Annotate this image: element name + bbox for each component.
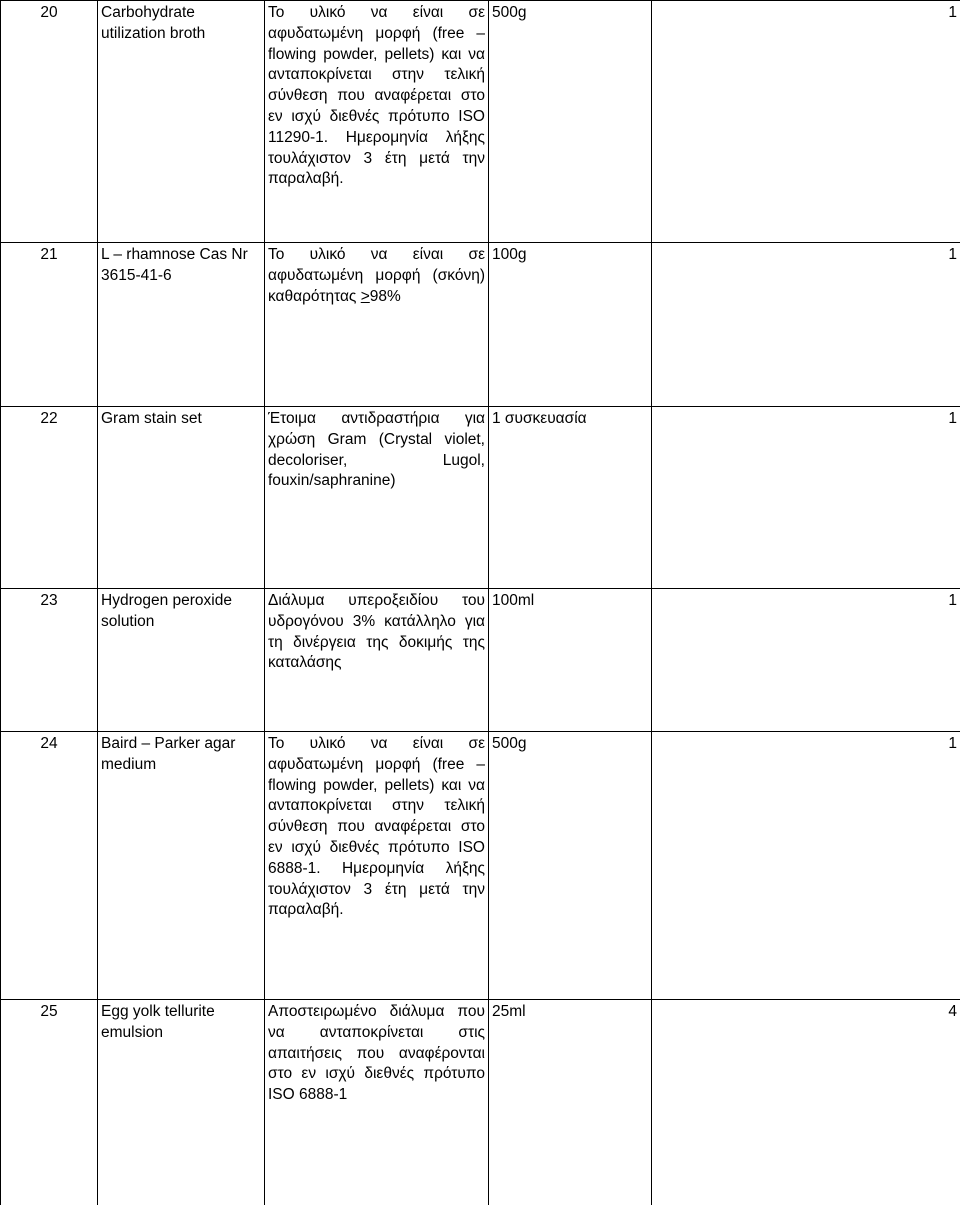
item-package-size: 100ml [489,589,652,732]
item-quantity: 4 [652,1000,960,1205]
item-specification: Διάλυμα υπεροξειδίου του υδρογόνου 3% κατάλληλο για τη δινέργεια της δοκιμής της καταλάσης [265,589,489,732]
item-package-size: 25ml [489,1000,652,1205]
table-row [1,243,960,407]
row-number: 20 [1,1,98,243]
item-specification: Έτοιμα αντιδραστήρια για χρώση Gram (Crystal violet, decoloriser, Lugol, fouxin/saphranine) [265,407,489,589]
spec-sign: > [360,287,370,305]
item-name: L – rhamnose Cas Nr 3615-41-6 [98,243,265,407]
item-specification: Αποστειρωμένο διάλυμα που να ανταποκρίνεται στις απαιτήσεις που αναφέρονται στο εν ισχύ διεθνές πρότυπο ISO 6888-1 [265,1000,489,1205]
table-row [1,589,960,732]
row-number: 23 [1,589,98,732]
item-quantity: 1 [652,407,960,589]
row-number: 25 [1,1000,98,1205]
row-number: 24 [1,732,98,1000]
item-package-size: 1 συσκευασία [489,407,652,589]
item-specification: Το υλικό να είναι σε αφυδατωμένη μορφή (free – flowing powder, pellets) και να ανταποκρίνεται στην τελική σύνθεση που αναφέρεται στο εν ισχύ διεθνές πρότυπο ISO 6888-1. Ημερομηνία λήξης τουλάχιστον 3 έτη μετά την παραλαβή. [265,732,489,1000]
item-name: Hydrogen peroxide solution [98,589,265,732]
item-specification: Το υλικό να είναι σε αφυδατωμένη μορφή (free – flowing powder, pellets) και να ανταποκρίνεται στην τελική σύνθεση που αναφέρεται στο εν ισχύ διεθνές πρότυπο ISO 11290-1. Ημερομηνία λήξης τουλάχιστον 3 έτη μετά την παραλαβή. [265,1,489,243]
item-quantity: 1 [652,1,960,243]
item-quantity: 1 [652,243,960,407]
item-name: Baird – Parker agar medium [98,732,265,1000]
table-row [1,1,960,243]
item-name: Carbohydrate utilization broth [98,1,265,243]
item-specification [265,243,489,407]
item-quantity: 1 [652,732,960,1000]
item-package-size: 500g [489,1,652,243]
table-row [1,1000,960,1205]
item-quantity: 1 [652,589,960,732]
item-name: Gram stain set [98,407,265,589]
row-number: 21 [1,243,98,407]
item-package-size: 100g [489,243,652,407]
item-name: Egg yolk tellurite emulsion [98,1000,265,1205]
spec-value: 98% [369,287,401,305]
table-row [1,407,960,589]
item-package-size: 500g [489,732,652,1000]
row-number: 22 [1,407,98,589]
table-row [1,732,960,1000]
spec-text: Το υλικό να είναι σε αφυδατωμένη μορφή (σκόνη) καθαρότητας [268,246,485,305]
